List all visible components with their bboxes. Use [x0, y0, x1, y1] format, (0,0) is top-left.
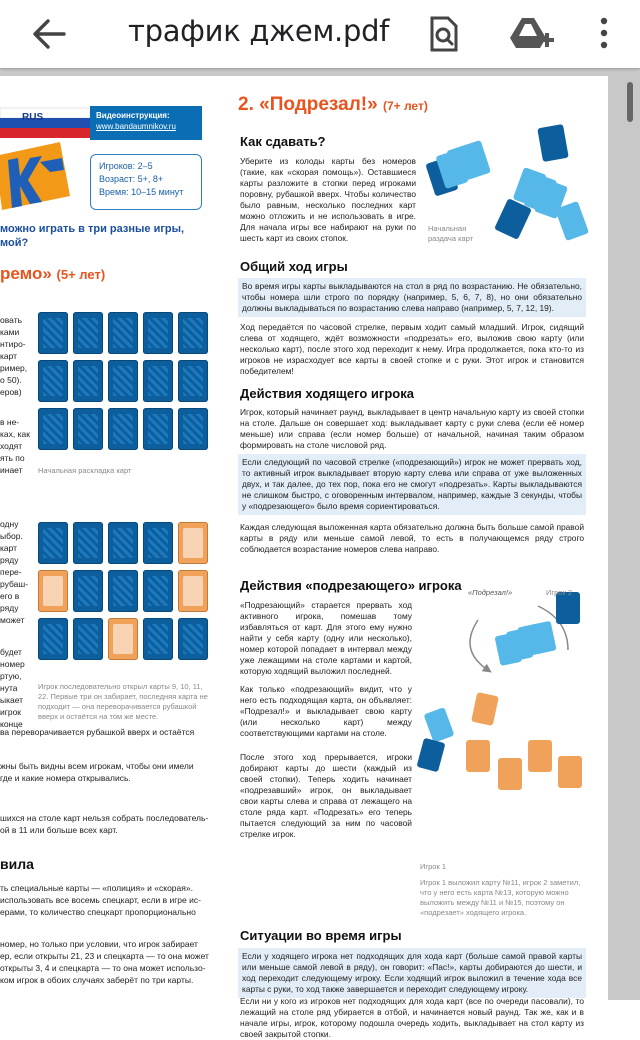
left-line: открыты 3, 4 и спецкарта — то она может использо-	[0, 963, 206, 973]
card-face	[108, 618, 138, 660]
text-line: ыкает	[0, 695, 24, 705]
card-back	[38, 360, 68, 402]
language-label: RUS	[22, 112, 44, 123]
game-info-box	[90, 154, 202, 210]
left-line: ер, если открыты 21, 23 и спецкарта — то она может	[0, 951, 209, 961]
text-line: одну	[0, 519, 19, 529]
card-back	[73, 618, 103, 660]
left-line: шихся на столе карт нельзя собрать последователь-	[0, 813, 209, 823]
text-line: нута	[0, 683, 18, 693]
text-line: овать	[0, 315, 23, 325]
card-back	[108, 360, 138, 402]
card-back	[108, 522, 138, 564]
paragraph-actions-3: Каждая следующая выложенная карта обязательно должна быть больше самой правой карты в ряду или меньше самой левой, то есть в получающемся ряду строго соблюдается возрастание номеров слева направо.	[240, 522, 584, 554]
text-line: пере-	[0, 567, 22, 577]
heading-active-player: Действия ходящего игрока	[240, 386, 414, 401]
left-line: ком игрок в обоих случаях заберёт по три карты.	[0, 975, 194, 985]
game1-title: ремо»	[0, 264, 52, 283]
heading-situations: Ситуации во время игры	[240, 928, 402, 943]
card-back	[143, 312, 173, 354]
text-line: игрок	[0, 707, 22, 717]
left-fragment-b	[0, 416, 30, 476]
label-cut: «Подрезал!»	[468, 588, 513, 597]
pdf-page	[0, 76, 608, 1039]
left-section-heading: вила	[0, 856, 34, 872]
left-line: ть специальные карты — «полиция» и «скорая».	[0, 883, 193, 893]
card-back	[178, 312, 208, 354]
card-back	[38, 522, 68, 564]
paragraph-situations-2: Если ни у кого из игроков нет подходящих для хода карт (все по очереди пасовали), то лежащий на столе ряд убирается в отбой, и начинается новый раунд. Так же, как и в начале игры, игрок, которому подошла очередь ходить, выкладывает на стол карту из своей закрытой стопки.	[240, 996, 584, 1039]
text-line: карт	[0, 351, 18, 361]
paragraph-general-1: Во время игры карты выкладываются на стол в ряд по возрастанию. Не обязательно, чтобы номера шли строго по порядку (например, 5, 6, 7, 8), но они обязательно должны выкладываться по возрастанию слева направо (например, 5, 7, 12, 19).	[238, 278, 586, 317]
text-line: ряду	[0, 603, 19, 613]
game2-title: 2. «Подрезал!»	[238, 94, 378, 115]
text-line: ками	[0, 327, 20, 337]
paragraph-general-2: Ход передаётся по часовой стрелке, первым ходит самый младший. Игрок, сидящий слева от ходящего, ждёт возможности «подрезать» его, выложив свою карту (или несколько карт), после этого ход переходит к нему. Игра продолжается, пока кто-то из игроков не израсходует все карты в своей стопке и с руки. Этот игрок и становится победителем!	[240, 322, 584, 376]
card-back	[143, 522, 173, 564]
card-face	[178, 522, 208, 564]
text-line: в не-	[0, 417, 20, 427]
text-line: конце	[0, 719, 23, 729]
game2-heading	[238, 94, 428, 116]
card-back	[73, 570, 103, 612]
left-fragment-c	[0, 518, 28, 626]
text-line: номер	[0, 659, 25, 669]
search-in-document-icon[interactable]	[428, 16, 460, 52]
illustration-cut	[418, 590, 588, 790]
paragraph-cutter-2: Как только «подрезающий» видит, что у него есть подходящая карта, он объявляет: «Подрезал!» и выкладывает свою карту (или несколько карт) между соответствующими картами на столе.	[240, 684, 412, 738]
document-title: трафик джем.pdf	[128, 14, 390, 48]
left-fragment-a	[0, 314, 27, 398]
text-line: ряду	[0, 555, 19, 565]
intro-question: можно играть в три разные игры, мой?	[0, 223, 185, 249]
caption-initial-deal: Начальная раздача карт	[428, 224, 474, 243]
text-line: еров)	[0, 387, 22, 397]
text-line: карт	[0, 543, 18, 553]
text-line: ример,	[0, 363, 28, 373]
card-back	[178, 360, 208, 402]
game1-age: (5+ лет)	[56, 267, 106, 282]
caption-example-layout: Игрок последовательно открыл карты 9, 10, 11, 22. Первые три он забирает, последняя карта не подходит — она переворачивается рубашкой вверх и остаётся на том же месте.	[38, 682, 208, 721]
paragraph-cutter-1: «Подрезающий» старается прервать ход активного игрока, помешав тому избавляться от карт. Для этого ему нужно найти у себя карту (одну или несколько), номер которой попадает в интервал между уже лежащими на столе картами и картой, которую ходящий выложил последней.	[240, 600, 412, 676]
text-line: нтиро-	[0, 339, 26, 349]
left-line: ерами, то количество спецкарт пропорционально	[0, 907, 196, 917]
russian-flag-banner	[0, 108, 90, 138]
video-url[interactable]: www.bandaumnikov.ru	[96, 122, 176, 131]
text-line: ках, как	[0, 429, 30, 439]
card-back	[108, 570, 138, 612]
text-line: ходят	[0, 441, 23, 451]
left-line: где и какие номера открывались.	[0, 773, 131, 783]
left-line: жны быть видны всем игрокам, чтобы они имели	[0, 761, 194, 771]
arrow-back-icon[interactable]	[32, 18, 66, 50]
video-label: Видеоинструкция:	[96, 111, 170, 120]
card-back	[178, 408, 208, 450]
card-face	[38, 570, 68, 612]
video-instruction-box[interactable]	[90, 106, 202, 140]
text-line: ртую,	[0, 671, 22, 681]
left-line: номер, но только при условии, что игрок забирает	[0, 939, 198, 949]
card-back	[143, 408, 173, 450]
text-line: может	[0, 615, 25, 625]
pdf-viewer[interactable]	[0, 68, 640, 1039]
card-back	[178, 618, 208, 660]
play-time: Время: 10–15 минут	[99, 187, 184, 197]
card-back	[38, 618, 68, 660]
left-line: ой в 11 или больше всех карт.	[0, 825, 118, 835]
paragraph-situations-1: Если у ходящего игрока нет подходящих для хода карт (больше самой правой карты или меньше самой левой в ряду), он говорит: «Пас!», карты добираются до шести, и ход переходит следующему игроку. Если ходящий игрок выложил в течение хода все карты с руки, то ход также завершается и переходит следующему игроку.	[238, 948, 586, 998]
text-line: инает	[0, 465, 23, 475]
text-line: ыбор.	[0, 531, 23, 541]
initial-layout-cards	[38, 312, 218, 462]
heading-cutter: Действия «подрезающего» игрока	[240, 578, 462, 593]
text-line: рубаш-	[0, 579, 29, 589]
label-player-1: Игрок 1	[420, 862, 447, 871]
game-logo	[0, 136, 80, 216]
card-back	[143, 618, 173, 660]
paragraph-actions-2: Если следующий по часовой стрелке («подрезающий») игрок не может прервать ход, то активный игрок выкладывает вторую карту слева или справа от уже выложенных двух, и так далее, до тех пор, пока его не смогут «подрезать». Карты выкладываются не слишком быстро, с оговоренным интервалом, например, каждые 3 секунды, чтобы у «подрезающего» было время сориентироваться.	[238, 454, 586, 515]
card-back	[73, 360, 103, 402]
heading-how-to-deal: Как сдавать?	[240, 134, 326, 149]
example-layout-cards	[38, 522, 218, 672]
heading-general: Общий ход игры	[240, 259, 348, 274]
card-back	[38, 408, 68, 450]
card-face	[178, 570, 208, 612]
card-back	[73, 408, 103, 450]
text-line: будет	[0, 647, 22, 657]
paragraph-deal: Уберите из колоды карты без номеров (такие, как «скорая помощь»). Оставшиеся карты разложите в стопки перед игроками поровну, рубашкой вверх. Чтобы количество было равным, несколько последних карт можно отложить и не использовать в игре. Для начала игры все набирают на руки по шесть карт из своих стопок.	[240, 156, 416, 243]
app-bar	[0, 0, 640, 68]
caption-initial-layout: Начальная раскладка карт	[38, 466, 132, 475]
left-line: ва переворачивается рубашкой вверх и остаётся	[0, 727, 195, 737]
card-back	[108, 408, 138, 450]
text-line: о 50).	[0, 375, 22, 385]
text-line: ять по	[0, 453, 25, 463]
left-fragment-d	[0, 646, 25, 730]
add-to-drive-icon[interactable]	[510, 16, 554, 52]
label-player-2: Игрок 2	[546, 588, 573, 597]
card-back	[108, 312, 138, 354]
game2-age: (7+ лет)	[382, 99, 428, 113]
caption-cut: Игрок 1 выложил карту №11, игрок 2 заметил, что у него есть карта №13, которую можно выложить между №11 и №15, поэтому он «подрезает» ходящего игрока.	[420, 878, 581, 917]
age-range: Возраст: 5+, 8+	[99, 174, 164, 184]
card-back	[143, 360, 173, 402]
more-vert-icon[interactable]	[598, 16, 610, 52]
card-back	[38, 312, 68, 354]
paragraph-actions-1: Игрок, который начинает раунд, выкладывает в центр начальную карту из своей стопки на столе. Дальше он совершает ход: выкладывает карту с руки слева (если её номер меньше) или справа (если номер больше) от начальной, начиная таким образом формировать на столе числовой ряд.	[240, 407, 584, 450]
left-line: использовать все восемь спецкарт, если в игре ис-	[0, 895, 201, 905]
scrollbar-thumb[interactable]	[627, 82, 633, 122]
game1-heading	[0, 264, 105, 284]
players-count: Игроков: 2–5	[99, 161, 153, 171]
card-back	[73, 522, 103, 564]
card-back	[143, 570, 173, 612]
card-back	[73, 312, 103, 354]
paragraph-cutter-3: После этого ход прерывается, игроки добирают карты до шести (каждый из своей стопки). Теперь ходить начинает «подрезавший» игрок, он выкладывает свои карты слева и справа от лежащего на столе ряда карт. «Подрезать» его теперь пытается следующий за ним по часовой стрелке игрок.	[240, 752, 412, 839]
text-line: его в	[0, 591, 20, 601]
